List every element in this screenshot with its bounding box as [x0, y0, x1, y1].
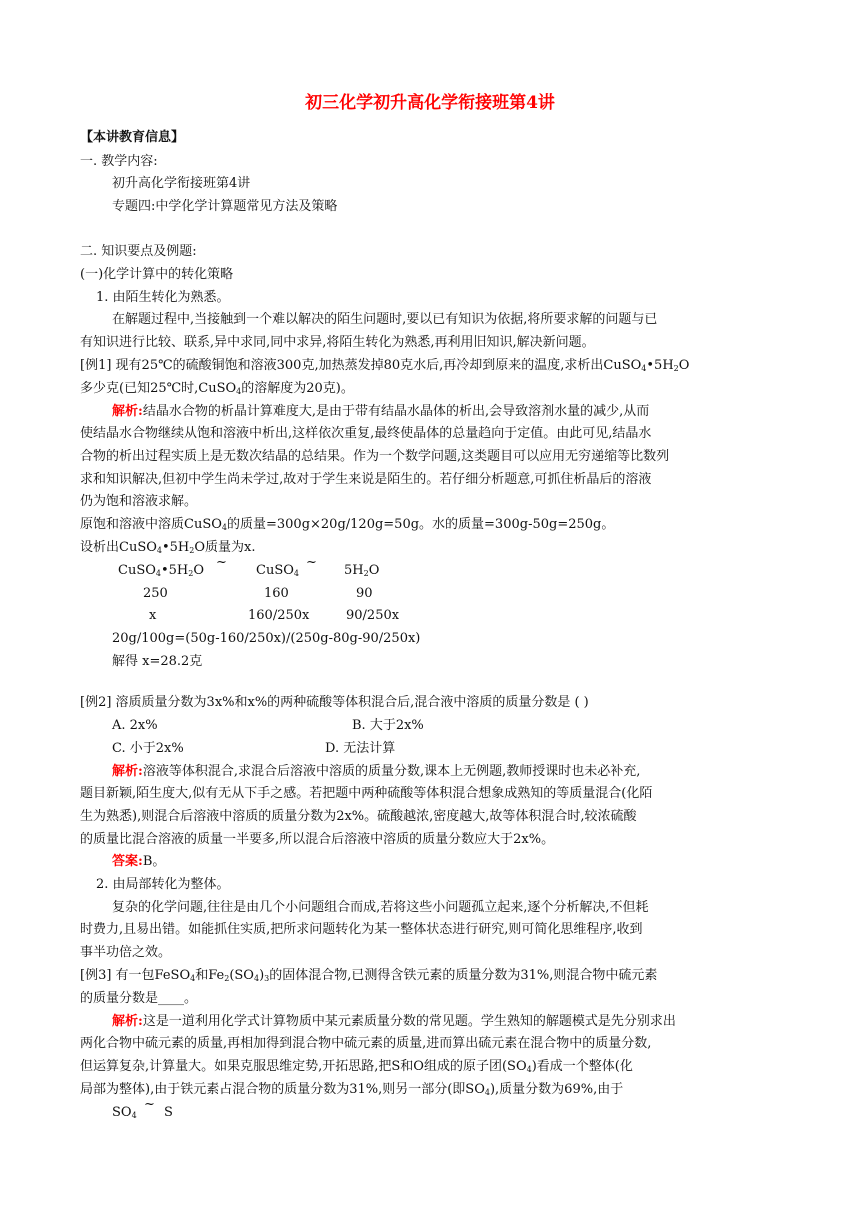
point2-text-1: 时费力,且易出错。如能抓住实质,把所求问题转化为某一整体状态进行研究,则可简化思维程序,收到 — [80, 922, 643, 937]
part2-heading: 二. 知识要点及例题: — [80, 244, 197, 259]
ex1-question-line2: 多少克(已知25℃时,CuSO$_4$的溶解度为20克)。 — [80, 381, 354, 396]
analysis-label: 解析: — [112, 404, 143, 419]
eq-var-90: 90/250x — [346, 608, 400, 623]
eq-mass-90: 90 — [356, 586, 373, 601]
ex2-analysis-2: 生为熟悉),则混合后溶液中溶质的质量分数为2x%。硫酸越浓,密度越大,故等体积混合时,较浓硫酸 — [80, 809, 637, 824]
ex2-analysis-3: 的质量比混合溶液的质量一半要多,所以混合后溶液中溶质的质量分数应大于2x%。 — [80, 832, 555, 847]
ex1-analysis-0: 解析:结晶水合物的析晶计算难度大,是由于带有结晶水晶体的析出,会导致溶剂水量的减少,从而 — [112, 404, 650, 419]
ex1-equation: 20g/100g=(50g-160/250x)/(250g-80g-90/250x) — [112, 631, 421, 646]
point-1: 1. 由陌生转化为熟悉。 — [96, 290, 230, 305]
eq-formula-cuso4: CuSO$_4$ — [256, 563, 299, 578]
ex3-so4-formula: $SO_4$ — [112, 1105, 137, 1120]
part1-line2: 专题四:中学化学计算题常见方法及策略 — [112, 199, 338, 214]
sub-heading-1: (一)化学计算中的转化策略 — [80, 267, 234, 282]
ex3-analysis-3: 局部为整体),由于铁元素占混合物的质量分数为31%,则另一部分(即$SO_4$),质量分数为69%,由于 — [80, 1082, 624, 1097]
section-header: 【本讲教育信息】 — [80, 130, 185, 145]
page-title: 初三化学初升高化学衔接班第4讲 — [305, 93, 555, 113]
ex2-option-a: A. 2x% — [112, 718, 158, 733]
point2-text-0: 复杂的化学问题,往往是由几个小问题组合而成,若将这些小问题孤立起来,逐个分析解决,不但耗 — [112, 900, 649, 915]
part1-line1: 初升高化学衔接班第4讲 — [112, 176, 251, 191]
point1-text-1: 有知识进行比较、联系,异中求同,同中求异,将陌生转化为熟悉,再利用旧知识,解决新问题。 — [80, 335, 595, 350]
ex3-question-line2: 的质量分数是____。 — [80, 991, 198, 1006]
answer-label: 答案: — [112, 854, 143, 869]
eq-formula-cuso4-5h2o: $CuSO_4•5H_2O$ — [118, 563, 205, 578]
ex2-analysis-0: 解析:溶液等体积混合,求混合后溶液中溶质的质量分数,课本上无例题,教师授课时也未必补充, — [112, 764, 641, 779]
eq-var-160: 160/250x — [248, 608, 310, 623]
ex3-analysis-2: 但运算复杂,计算量大。如果克服思维定势,开拓思路,把S和O组成的原子团$(SO_4)$看成一个整体(化 — [80, 1059, 633, 1074]
tilde-icon: ~ — [306, 555, 317, 570]
ex1-analysis-2: 合物的析出过程实质上是无数次结晶的总结果。作为一个数学问题,这类题目可以应用无穷递缩等比数列 — [80, 449, 670, 464]
ex2-option-c: C. 小于2x% — [112, 741, 184, 756]
ex2-analysis-1: 题目新颖,陌生度大,似有无从下手之感。若把题中两种硫酸等体积混合想象成熟知的等质量混合(化陌 — [80, 786, 653, 801]
ex2-option-b: B. 大于2x% — [352, 718, 424, 733]
ex1-solution: 解得 x=28.2克 — [112, 654, 203, 669]
ex2-option-d: D. 无法计算 — [325, 741, 396, 756]
ex2-question: [例2] 溶质质量分数为3x%和x%的两种硫酸等体积混合后,混合液中溶质的质量分数是 ( ) — [80, 695, 589, 710]
eq-mass-250: 250 — [143, 586, 168, 601]
ex1-analysis-1: 使结晶水合物继续从饱和溶液中析出,这样依次重复,最终使晶体的总量趋向于定值。由此可见,结晶水 — [80, 426, 652, 441]
ex2-answer: 答案:B。 — [112, 854, 166, 869]
ex3-analysis-0: 解析:这是一道利用化学式计算物质中某元素质量分数的常见题。学生熟知的解题模式是先分别求出 — [112, 1014, 676, 1029]
ex3-question-line1: [例3] 有一包FeSO$_4$和$Fe_2(SO_4)_3$的固体混合物,已测得含铁元素的质量分数为31%,则混合物中硫元素 — [80, 968, 658, 983]
point1-text-0: 在解题过程中,当接触到一个难以解决的陌生问题时,要以已有知识为依据,将所要求解的问题与已 — [112, 312, 658, 327]
ex1-calc-1: 原饱和溶液中溶质CuSO$_4$的质量=300g×20g/120g=50g。水的质量=300g-50g=250g。 — [80, 517, 615, 532]
point2-text-2: 事半功倍之效。 — [80, 945, 172, 960]
ex1-calc-2: 设析出$CuSO_4•5H_2O$质量为x. — [80, 540, 256, 555]
eq-mass-160: 160 — [264, 586, 289, 601]
tilde-icon: ~ — [144, 1097, 155, 1112]
ex1-analysis-4: 仍为饱和溶液求解。 — [80, 494, 198, 509]
eq-var-x: x — [149, 608, 157, 623]
eq-formula-5h2o: $5H_2O$ — [344, 563, 380, 578]
part1-heading: 一. 教学内容: — [80, 154, 158, 169]
point-2: 2. 由局部转化为整体。 — [96, 877, 230, 892]
tilde-icon: ~ — [216, 555, 227, 570]
ex3-s-symbol: S — [164, 1105, 173, 1120]
analysis-label: 解析: — [112, 764, 143, 779]
ex3-analysis-1: 两化合物中硫元素的质量,再相加得到混合物中硫元素的质量,进而算出硫元素在混合物中的质量分数, — [80, 1036, 652, 1051]
ex1-question-line1: [例1] 现有25℃的硫酸铜饱和溶液300克,加热蒸发掉80克水后,再冷却到原来的温度,求析出$CuSO_4•5H_2O$ — [80, 358, 690, 373]
analysis-label: 解析: — [112, 1014, 143, 1029]
ex1-analysis-3: 求和知识解决,但初中学生尚未学过,故对于学生来说是陌生的。若仔细分析题意,可抓住析晶后的溶液 — [80, 472, 652, 487]
